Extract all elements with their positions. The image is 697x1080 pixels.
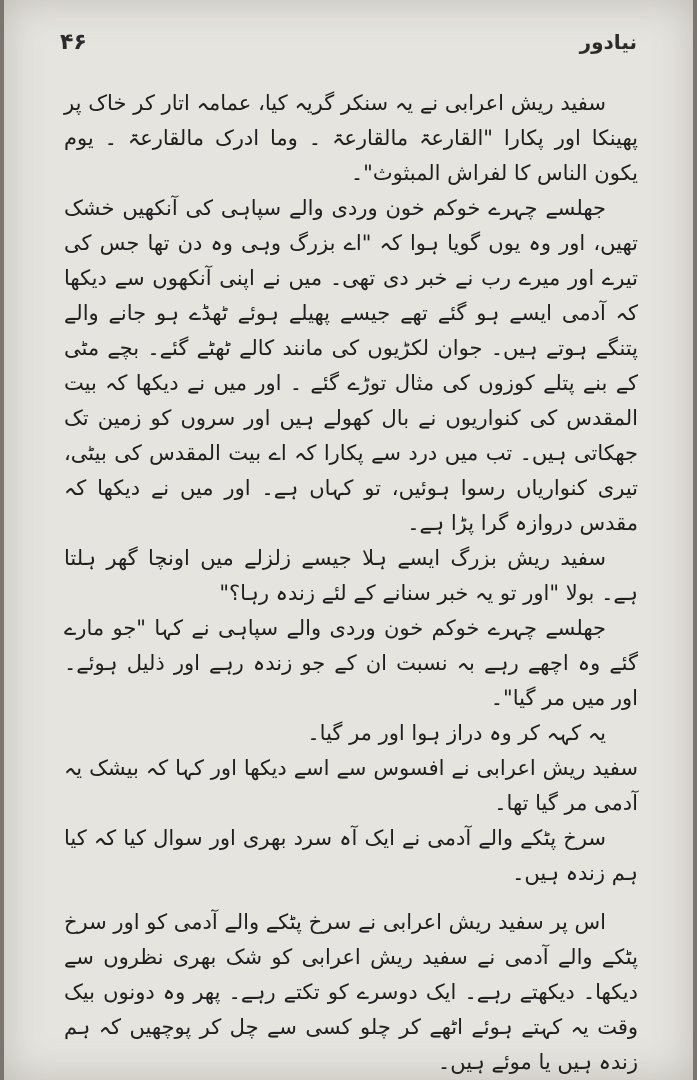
paragraph: جھلسے چہرے خوکم خون وردی والے سپاہی کی آنکھیں خشک تھیں، اور وہ یوں گویا ہوا کہ "اے بزرگ وہی وہ دن تھا جس کی تیرے اور میرے رب نے خبر دی تھی۔ میں نے اپنی آنکھوں سے دیکھا کہ آدمی ایسے ہو گئے تھے جیسے پھیلے ہوئے ٹھڈے ہو جانے والے پتنگے ہوتے ہیں۔ جوان لکڑیوں کی مانند کالے ٹھٹے گئے۔ بچے مٹی کے بنے پتلے کوزوں کی مثال توڑے گئے ۔ اور میں نے دیکھا کہ بیت المقدس کی کنواریوں نے بال کھولے ہیں اور سروں کو زمین تک جھکاتی ہیں۔ تب میں درد سے پکارا کہ اے بیت المقدس کی بیٹی، تیری کنواریاں رسوا ہوئیں، تو کہاں ہے۔ اور میں نے دیکھا کہ مقدس دروازہ گرا پڑا ہے۔ xyxy=(64,196,638,535)
paragraph: سفید ریش بزرگ ایسے ہلا جیسے زلزلے میں اونچا گھر ہلتا ہے۔ بولا "اور تو یہ خبر سنانے کے لئے زندہ رہا؟" xyxy=(64,546,638,605)
book-page xyxy=(4,0,693,1080)
paragraph: سفید ریش اعرابی نے افسوس سے اسے دیکھا اور کہا کہ بیشک یہ آدمی مر گیا تھا۔ xyxy=(64,756,638,815)
page-number: ۴۶ xyxy=(60,30,87,55)
paragraph: اس پر سفید ریش اعرابی نے سرخ پٹکے والے آدمی کو اور سرخ پٹکے والے آدمی نے سفید ریش اعرابی کو شک بھری نظروں سے دیکھا۔ دیکھتے رہے۔ ایک دوسرے کو تکتے رہے۔ پھر وہ دونوں بیک وقت یہ کہتے ہوئے اٹھے کر چلو کسی سے چل کر پوچھیں کہ ہم زندہ ہیں یا موئے ہیں۔ xyxy=(64,910,638,1074)
running-title: نیادور xyxy=(579,30,637,54)
paragraph: سرخ پٹکے والے آدمی نے ایک آہ سرد بھری اور سوال کیا کہ کیا ہم زندہ ہیں۔ xyxy=(64,826,638,885)
paragraph: جھلسے چہرے خوکم خون وردی والے سپاہی نے کہا "جو مارے گئے وہ اچھے رہے بہ نسبت ان کے جو زندہ رہے اور ذلیل ہوئے۔ اور میں مر گیا"۔ xyxy=(64,616,638,710)
paragraph: یہ کہہ کر وہ دراز ہوا اور مر گیا۔ xyxy=(307,721,606,745)
paragraph: سفید ریش اعرابی نے یہ سنکر گریہ کیا، عمامہ اتار کر خاک پر پھینکا اور پکارا "القارعۃ مالقارعۃ ۔ وما ادرک مالقارعۃ ۔ یوم یکون الناس کا لفراش المبثوث"۔ xyxy=(64,91,638,185)
body-text xyxy=(64,86,638,1080)
page-header xyxy=(60,30,637,66)
